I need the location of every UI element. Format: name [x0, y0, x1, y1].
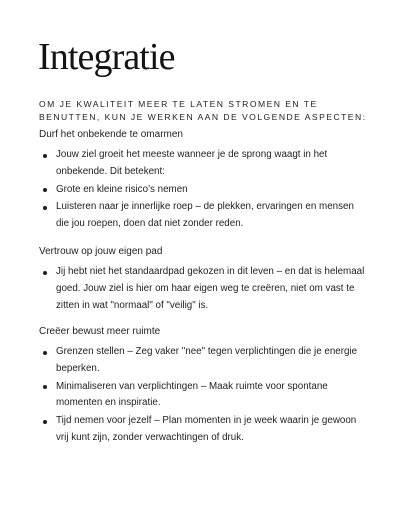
list-item [39, 344, 369, 378]
list-item [39, 379, 369, 413]
bullet-icon [43, 420, 47, 424]
bullet-icon [43, 385, 47, 389]
bullet-icon [43, 206, 47, 210]
list-item-text: Grenzen stellen – Zeg vaker "nee" tegen verplichtingen die je energie beperken. [56, 346, 358, 374]
list-item [39, 413, 369, 447]
bullet-list [39, 147, 369, 233]
page-title: Integratie [38, 36, 175, 78]
bullet-list [39, 344, 369, 447]
bullet-list [39, 264, 369, 314]
section-heading: Durf het onbekende te omarmen [39, 129, 183, 140]
bullet-icon [43, 188, 47, 192]
section-heading: Vertrouw op jouw eigen pad [39, 246, 163, 257]
list-item [39, 147, 369, 181]
list-item-text: Jij hebt niet het standaardpad gekozen in dit leven – en dat is helemaal goed. Jouw ziel is hier om haar eigen weg te creëren, niet om vast te zitten in wat "normaal" of "veilig" is. [56, 266, 365, 311]
section-embrace-unknown [39, 128, 369, 234]
page-subtitle: OM JE KWALITEIT MEER TE LATEN STROMEN EN TE BENUTTEN, KUN JE WERKEN AAN DE VOLGENDE ASPECTEN: [39, 99, 367, 122]
bullet-icon [43, 154, 47, 158]
list-item-text: Grote en kleine risico’s nemen [56, 183, 188, 195]
list-item-text: Luisteren naar je innerlijke roep – de plekken, ervaringen en mensen die jou roepen, doen dat niet zonder reden. [56, 201, 354, 230]
list-item-text: Tijd nemen voor jezelf – Plan momenten in je week waarin je gewoon vrij kunt zijn, zonder verwachtingen of druk. [56, 415, 357, 443]
bullet-icon [43, 271, 47, 275]
section-trust-own-path [39, 245, 369, 315]
list-item-text: Minimaliseren van verplichtingen – Maak ruimte voor spontane momenten en inspiratie. [56, 380, 328, 409]
bullet-icon [43, 351, 47, 355]
list-item-text: Jouw ziel groeit het meeste wanneer je de sprong waagt in het onbekende. Dit betekent: [56, 149, 328, 177]
list-item [39, 182, 369, 199]
section-create-space [39, 325, 369, 448]
list-item [39, 264, 369, 314]
section-heading: Creëer bewust meer ruimte [39, 326, 161, 337]
list-item [39, 199, 369, 233]
